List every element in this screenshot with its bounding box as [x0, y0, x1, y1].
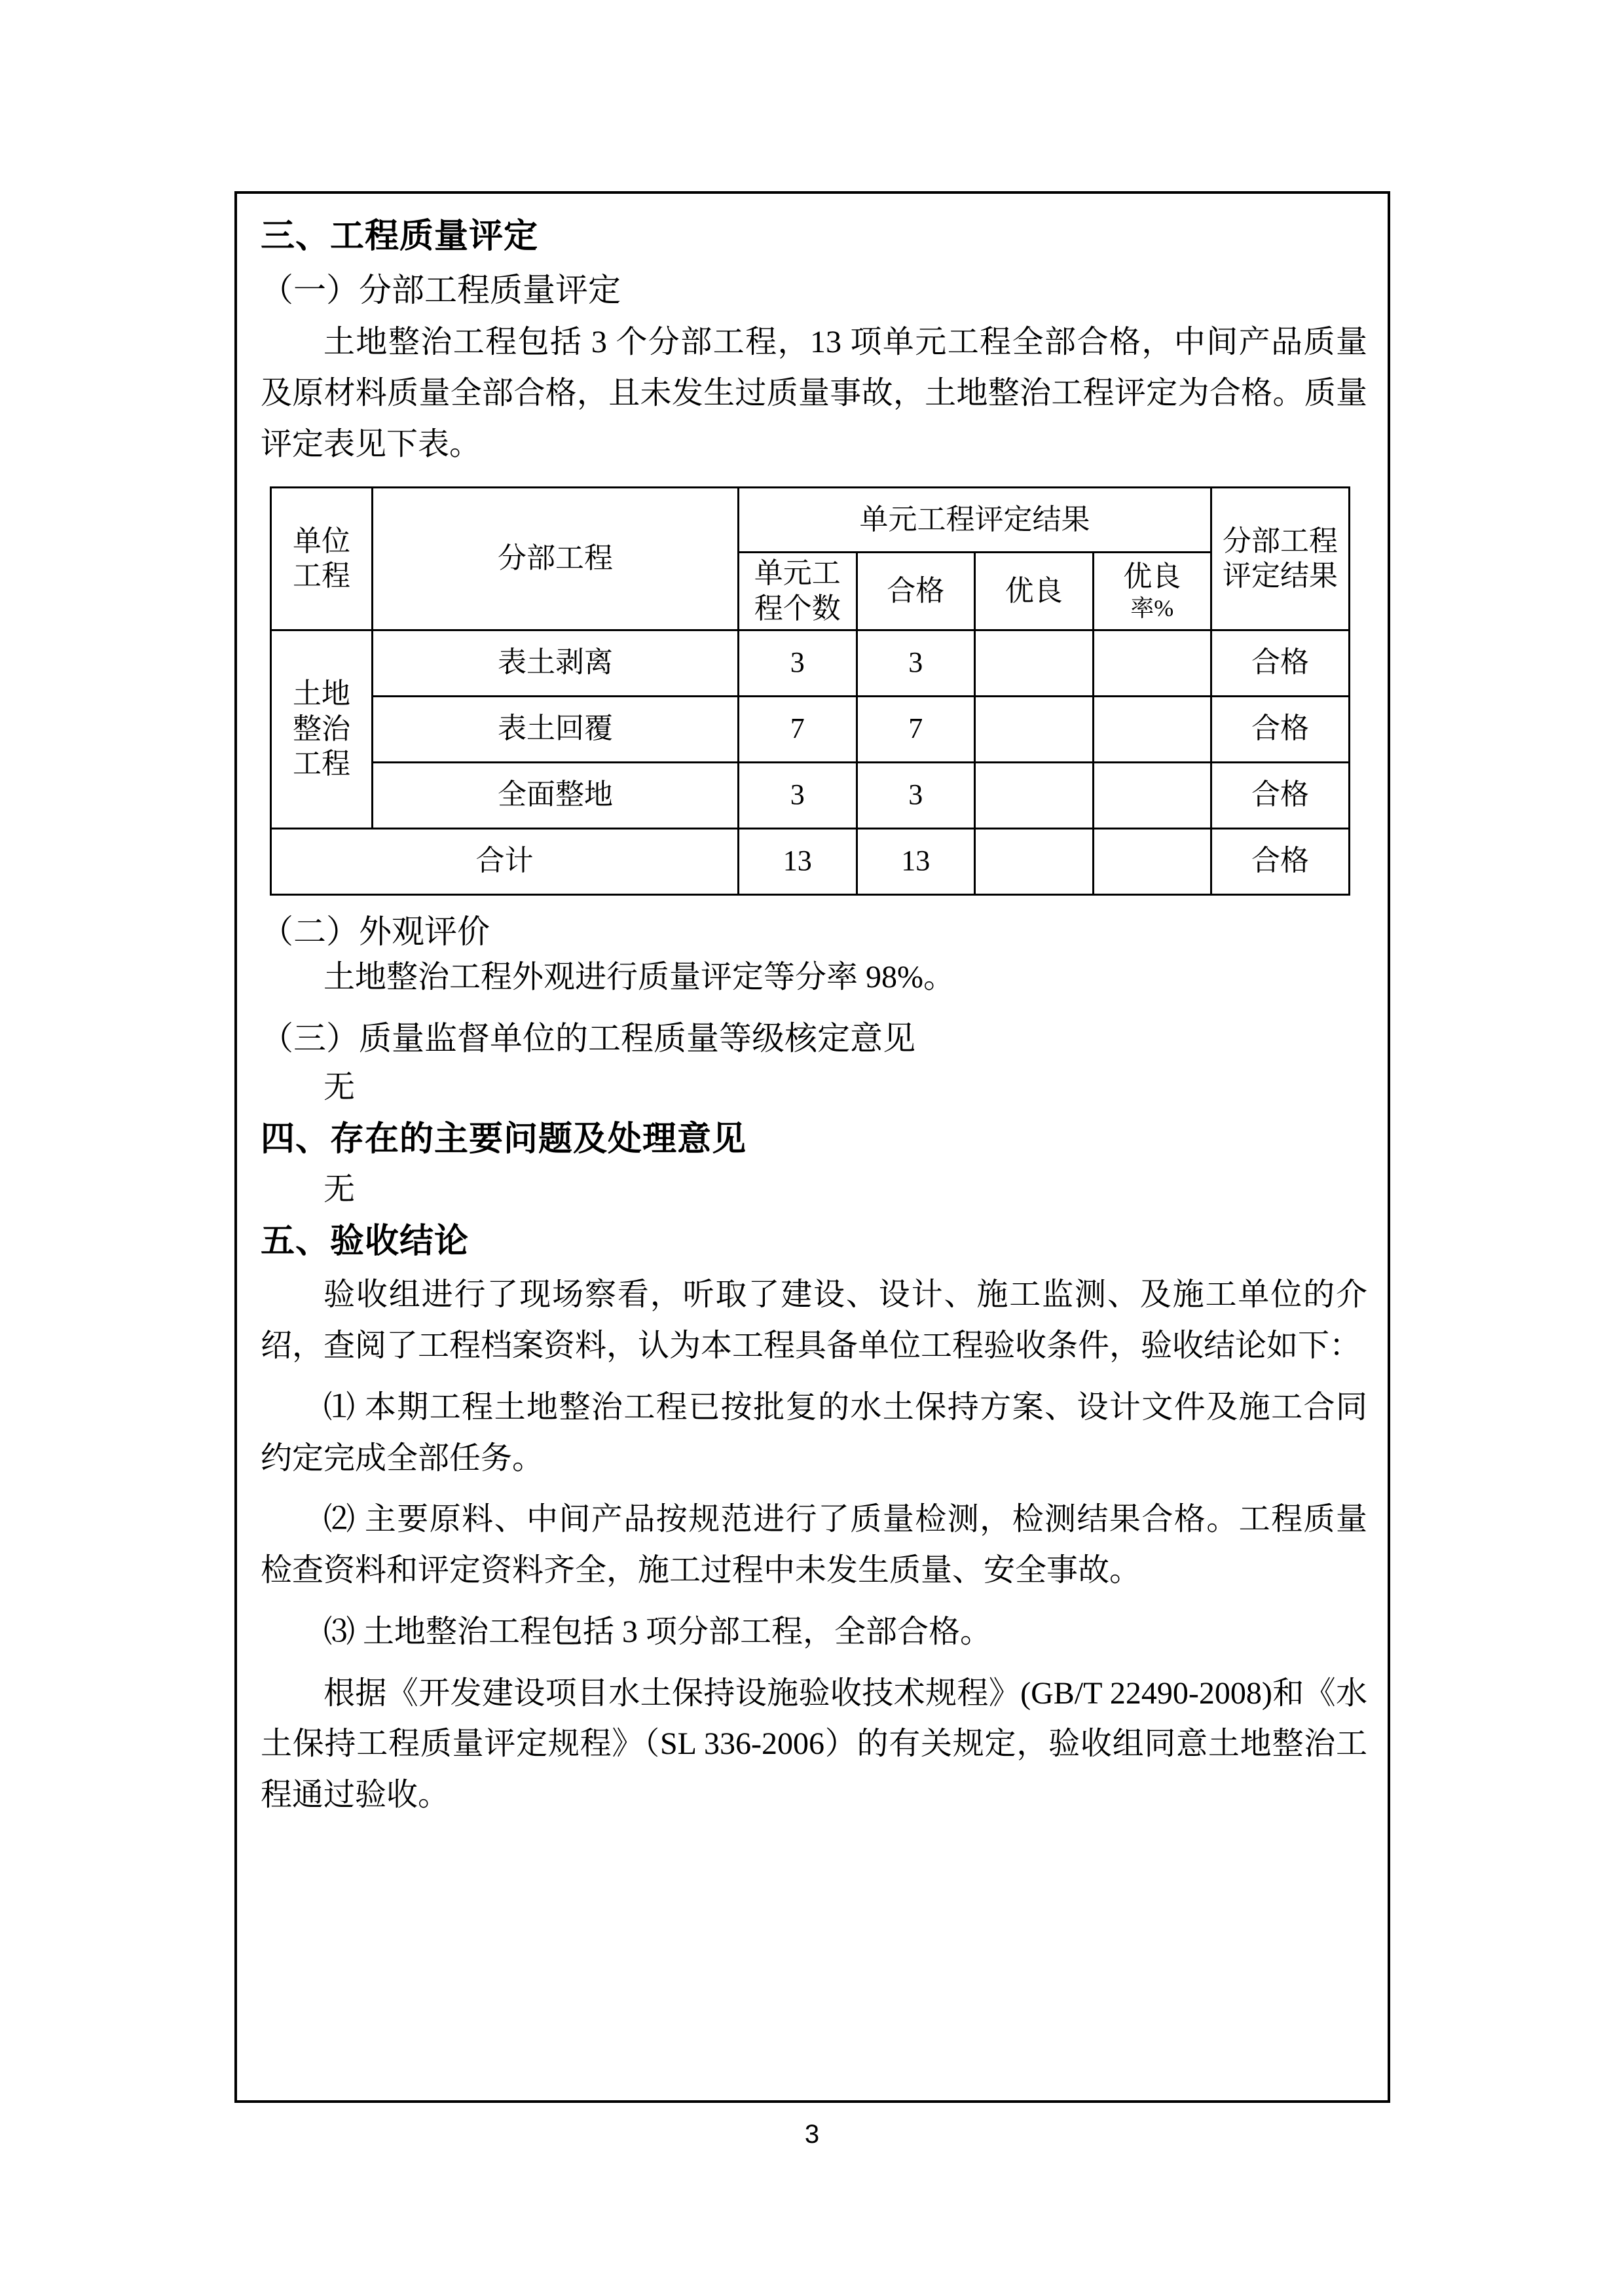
subsection-heading-3-3: （三）质量监督单位的工程质量等级核定意见 — [261, 1020, 915, 1057]
cell-result: 合格 — [1211, 630, 1350, 696]
section-5-item-2: ⑵ 主要原料、中间产品按规范进行了质量检测，检测结果合格。工程质量检查资料和评定资料齐全，施工过程中未发生质量、安全事故。 — [261, 1502, 1367, 1588]
cell-excellent-rate — [1093, 696, 1211, 762]
cell-excellent — [975, 630, 1094, 696]
cell-result: 合格 — [1211, 762, 1350, 828]
header-unit-project-line2: 工程 — [293, 560, 350, 592]
cell-total-excellent — [975, 828, 1094, 894]
cell-excellent-rate — [1093, 762, 1211, 828]
cell-unit-count: 7 — [739, 696, 857, 762]
table-header-row-1 — [271, 488, 1350, 553]
subsection-3-1-paragraph: 土地整治工程包括 3 个分部工程，13 项单元工程全部合格，中间产品质量及原材料质量全部合格，且未发生过质量事故，土地整治工程评定为合格。质量评定表见下表。 — [261, 325, 1367, 462]
subsection-3-3-paragraph: 无 — [323, 1070, 356, 1105]
section-5-closing: 根据《开发建设项目水土保持设施验收技术规程》(GB/T 22490-2008)和《水土保持工程质量评定规程》（SL 336-2006）的有关规定，验收组同意土地整治工程通过验收。 — [261, 1675, 1367, 1813]
cell-result: 合格 — [1211, 696, 1350, 762]
subsection-heading-3-2: （二）外观评价 — [261, 913, 490, 950]
cell-total-label: 合计 — [271, 828, 739, 894]
unit-project-name-line2: 整治 — [293, 712, 350, 745]
cell-divided-project: 全面整地 — [373, 762, 739, 828]
cell-excellent — [975, 696, 1094, 762]
unit-project-name-line3: 工程 — [293, 748, 350, 780]
section-5-item-3: ⑶ 土地整治工程包括 3 项分部工程，全部合格。 — [323, 1614, 992, 1649]
unit-project-name-line1: 土地 — [293, 678, 350, 710]
cell-unit-project-name — [271, 630, 373, 828]
cell-pass: 3 — [857, 630, 975, 696]
cell-pass: 7 — [857, 696, 975, 762]
header-divided-project: 分部工程 — [373, 488, 739, 630]
section-heading-4: 四、存在的主要问题及处理意见 — [261, 1121, 747, 1159]
header-pass: 合格 — [857, 553, 975, 630]
header-divided-result-line1: 分部工程 — [1223, 524, 1338, 557]
cell-total-count: 13 — [739, 828, 857, 894]
header-divided-result-line2: 评定结果 — [1223, 560, 1338, 592]
header-unit-count — [739, 553, 857, 630]
cell-total-result: 合格 — [1211, 828, 1350, 894]
header-unit-eval-group: 单元工程评定结果 — [739, 488, 1211, 553]
table-row — [271, 762, 1350, 828]
subsection-heading-3-1: （一）分部工程质量评定 — [261, 272, 621, 308]
table-total-row — [271, 828, 1350, 894]
section-4-paragraph: 无 — [323, 1172, 356, 1207]
header-unit-count-line1: 单元工 — [754, 557, 841, 590]
header-unit-project-line1: 单位 — [293, 524, 350, 557]
cell-divided-project: 表土剥离 — [373, 630, 739, 696]
cell-unit-count: 3 — [739, 630, 857, 696]
page-number: 3 — [804, 2120, 820, 2149]
header-unit-project — [271, 488, 373, 630]
header-excellent: 优良 — [975, 553, 1094, 630]
table-row — [271, 630, 1350, 696]
cell-excellent-rate — [1093, 630, 1211, 696]
cell-divided-project: 表土回覆 — [373, 696, 739, 762]
cell-total-excellent-rate — [1093, 828, 1211, 894]
page-border-frame — [234, 191, 1390, 2103]
cell-excellent — [975, 762, 1094, 828]
cell-total-pass: 13 — [857, 828, 975, 894]
header-excellent-rate-line1: 优良 — [1123, 560, 1181, 593]
section-heading-5: 五、验收结论 — [261, 1223, 470, 1261]
table-row — [271, 696, 1350, 762]
cell-pass: 3 — [857, 762, 975, 828]
section-5-item-1: ⑴ 本期工程土地整治工程已按批复的水土保持方案、设计文件及施工合同约定完成全部任务。 — [261, 1389, 1367, 1476]
document-body — [261, 208, 1367, 1821]
header-divided-result — [1211, 488, 1350, 630]
quality-evaluation-table — [270, 486, 1350, 895]
section-5-intro: 验收组进行了现场察看，听取了建设、设计、施工监测、及施工单位的介绍，查阅了工程档案资料，认为本工程具备单位工程验收条件，验收结论如下： — [261, 1277, 1367, 1364]
header-excellent-rate-line2: 率% — [1130, 594, 1174, 621]
section-heading-3: 三、工程质量评定 — [261, 218, 539, 255]
subsection-3-2-paragraph: 土地整治工程外观进行质量评定等分率 98%。 — [323, 959, 955, 994]
cell-unit-count: 3 — [739, 762, 857, 828]
header-unit-count-line2: 程个数 — [754, 592, 841, 625]
header-excellent-rate — [1093, 553, 1211, 630]
